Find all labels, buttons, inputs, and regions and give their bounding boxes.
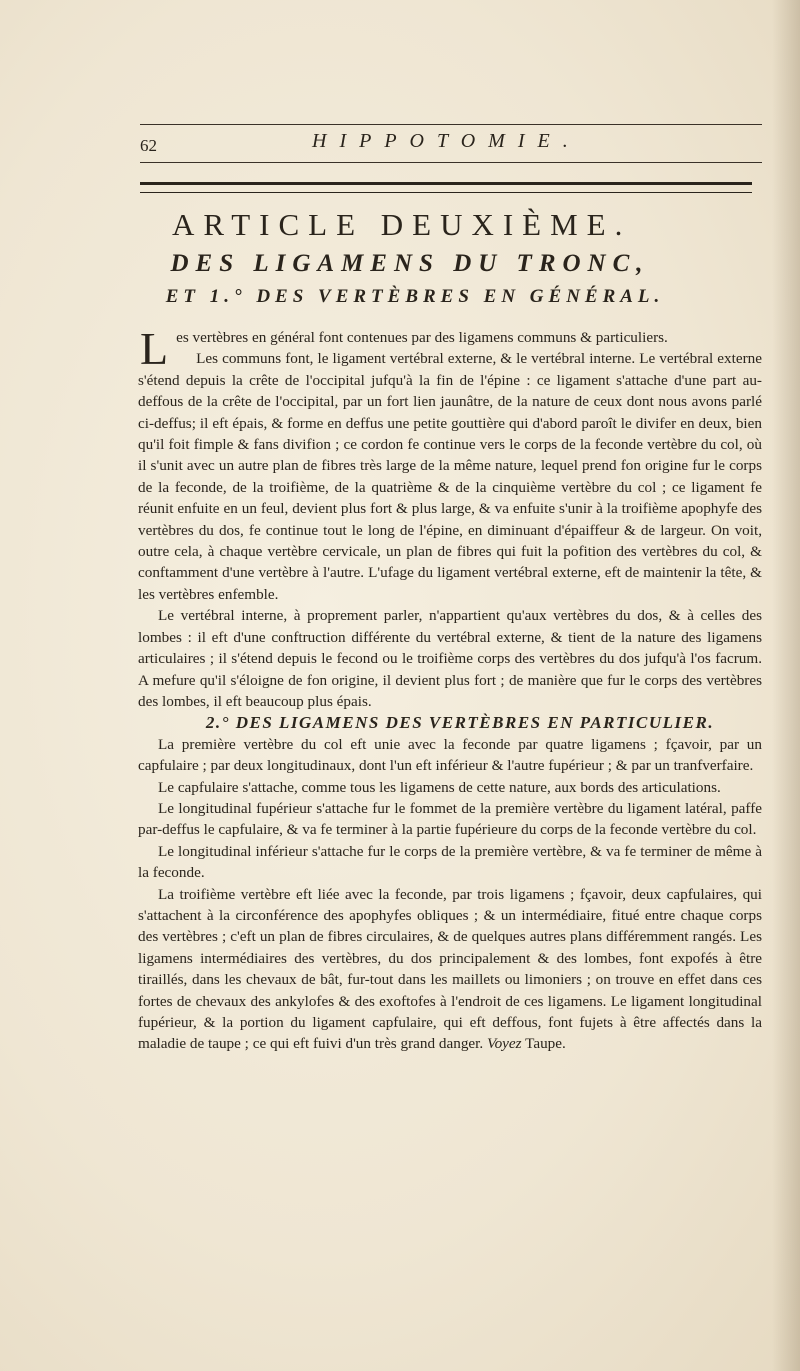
paragraph: Les communs font, le ligament vertébral externe, & le vertébral interne. Le vertébral externe s'étend depuis la crête de l'occipital jufqu'à la fin de l'épine : ce ligament s'attache d'une part au-deffous de la crête de l'occipital, par un fort lien jaunâtre, de la nature de ceux dont nous avons parlé ci-deffus; il eft épais, & forme en deffus une petite gouttière qui d'abord paroît le divifer en deux, bien qu'il foit fimple & fans divifion ; ce cordon fe continue vers le corps de la feconde vertèbre du col, où il s'unit avec un autre plan de fibres très large de la même nature, lequel prend fon origine fur le corps de la feconde, de la troifième, de la quatrième & de la cinquième vertèbre du col ; ce ligament fe réunit enfuite en un feul, devient plus fort & plus large, & va enfuite s'unir à la troifième apophyfe des vertèbres du dos, fe continue tout le long de l'épine, en diminuant d'épaiffeur & de largeur. On voit, outre cela, à chaque vertèbre cervicale, un plan de fibres qui fuit la pofition des vertèbres du col, & conftamment d'une vertèbre à l'autre. L'ufage du ligament vertébral externe, eft de maintenir la tête, & les vertèbres enfemble. [138, 350, 762, 603]
paragraph-intro [138, 323, 762, 374]
paragraph-text: La troifième vertèbre eft liée avec la feconde, par trois ligamens ; fçavoir, deux capfulaires, qui s'attachent à la circonférence des apophyfes obliques ; & un intermédiaire, fitué entre chaque corps des vertèbres ; c'eft un plan de fibres circulaires, & de quelques autres plans différemment rangés. Les ligamens intermédiaires des vertèbres, du dos principalement & des lombes, font expofés à être tiraillés, dans les chevaux de bât, fur-tout dans les maillets ou limoniers ; on trouve en effet dans ces fortes de chevaux des ankylofes & des exoftofes à l'endroit de ces ligamens. Le ligament longitudinal fupérieur, & la portion du ligament capfulaire, qui eft deffous, font fujets à être affectés dans la maladie de taupe ; ce qui eft fuivi d'un très grand danger. [138, 885, 762, 1053]
running-title: HIPPOTOMIE. [312, 130, 581, 152]
running-head [140, 120, 762, 170]
cross-reference-target: Taupe. [525, 1035, 566, 1053]
paragraph: Le capfulaire s'attache, comme tous les ligamens de cette nature, aux bords des articulations. [158, 778, 721, 796]
paragraph: La première vertèbre du col eft unie avec la feconde par quatre ligamens ; fçavoir, par un capfulaire ; par deux longitudinaux, dont l'un eft inférieur & l'autre fupérieur ; & par un tranfverfaire. [138, 735, 762, 775]
page-edge-shadow [772, 0, 800, 1371]
paragraph: Le longitudinal fupérieur s'attache fur le fommet de la première vertèbre du ligament latéral, paffe par-deffus le capfulaire, & va fe terminer à la partie fupérieure du corps de la feconde vertèbre du col. [138, 799, 762, 839]
subtitle-ligaments-tronc: DES LIGAMENS DU TRONC, [170, 250, 650, 277]
paragraph-last [138, 884, 762, 1055]
drop-cap: L [140, 323, 169, 374]
section-heading: 2.° DES LIGAMENS DES VERTÈBRES EN PARTICULIER. [205, 713, 715, 733]
paragraph: Le longitudinal inférieur s'attache fur le corps de la première vertèbre, & va fe terminer de même à la feconde. [138, 842, 762, 882]
subtitle-vertebres-general: ET 1.° DES VERTÈBRES EN GÉNÉRAL. [165, 286, 665, 307]
article-title: ARTICLE DEUXIÈME. [172, 207, 632, 242]
paragraph-text: es vertèbres en général font contenues par des ligamens communs & particuliers. [176, 329, 668, 346]
header-rule-top [140, 124, 762, 125]
paragraph: Le vertébral interne, à proprement parler, n'appartient qu'aux vertèbres du dos, & à celles des lombes : il eft d'une conftruction différente du vertébral externe, & tient de la nature des ligamens articulaires ; il s'étend depuis le fecond ou le troifième corps des vertèbres du dos jufqu'à l'os facrum. A mefure qu'il s'éloigne de fon origine, il devient plus fort ; de manière que fur le corps des vertèbres des lombes, il eft beaucoup plus épais. [138, 607, 762, 710]
ornamental-rule [140, 182, 752, 193]
cross-reference-label: Voyez [486, 1035, 522, 1053]
body-text [138, 323, 762, 1055]
page-number: 62 [140, 136, 157, 155]
header-rule-bottom [140, 162, 762, 163]
